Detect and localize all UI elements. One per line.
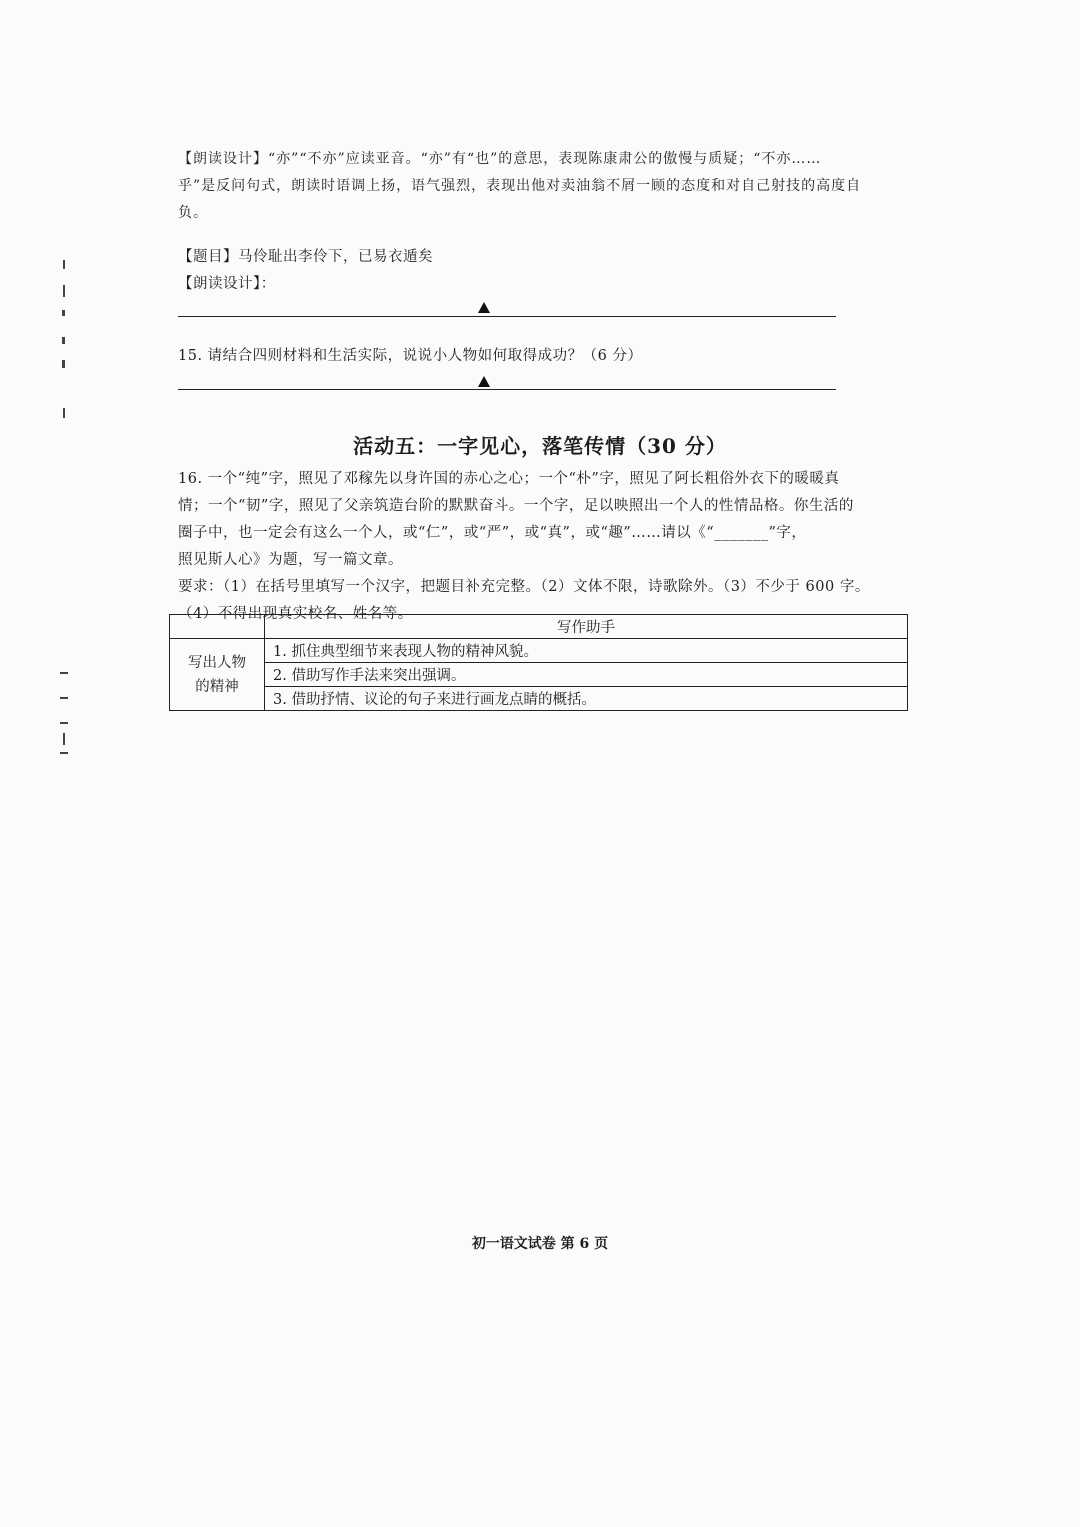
binding-mark bbox=[62, 337, 65, 344]
question-16-line: 照见斯人心》为题，写一篇文章。 bbox=[178, 552, 403, 568]
question-16-line: 情；一个“韧”字，照见了父亲筑造台阶的默默奋斗。一个字，足以映照出一个人的性情品格。你生活的 bbox=[178, 498, 854, 514]
writing-helper-header: 写作助手 bbox=[265, 615, 908, 639]
writing-helper-table bbox=[169, 614, 908, 711]
question-15 bbox=[178, 343, 643, 370]
table-row bbox=[170, 639, 908, 663]
binding-mark bbox=[60, 722, 68, 724]
binding-mark bbox=[60, 752, 68, 754]
activity-5-heading-wrap bbox=[0, 430, 1080, 459]
question-16-line: 圈子中，也一定会有这么一个人，或“仁”，或“严”，或“真”，或“趣”……请以《“_______”字， bbox=[178, 525, 807, 541]
tip-cell: 2. 借助写作手法来突出强调。 bbox=[265, 663, 908, 687]
binding-mark bbox=[62, 360, 65, 368]
requirements-line: （4）不得出现真实校名、姓名等。 bbox=[178, 606, 413, 622]
reading-design-line: 【朗读设计】“亦”“不亦”应读亚音。“亦”有“也”的意思，表现陈康肃公的傲慢与质疑；“不亦…… bbox=[178, 151, 822, 167]
page-footer: 初一语文试卷 第 6 页 bbox=[471, 1236, 609, 1252]
answer-marker-icon bbox=[478, 302, 490, 313]
reading-design-line: 乎”是反问句式，朗读时语调上扬，语气强烈，表现出他对卖油翁不屑一顾的态度和对自己射技的高度自 bbox=[178, 178, 862, 194]
binding-mark bbox=[63, 408, 65, 418]
table-row bbox=[170, 663, 908, 687]
binding-mark bbox=[63, 285, 65, 297]
answer-line[interactable] bbox=[178, 316, 836, 317]
footer-wrap bbox=[0, 1233, 1080, 1253]
requirements-line: 要求：（1）在括号里填写一个汉字，把题目补充完整。（2）文体不限，诗歌除外。（3）不少于 600 字。 bbox=[178, 579, 870, 595]
binding-mark bbox=[63, 260, 65, 269]
table-corner-cell bbox=[170, 615, 265, 639]
binding-mark bbox=[60, 672, 68, 674]
row-label: 写出人物的精神 bbox=[188, 654, 246, 695]
topic-section bbox=[178, 244, 433, 298]
activity-5-heading: 活动五：一字见心，落笔传情（30 分） bbox=[353, 434, 727, 458]
answer-marker-icon bbox=[478, 376, 490, 387]
topic-label: 【题目】马伶耻出李伶下，已易衣遁矣 bbox=[178, 249, 433, 265]
question-16 bbox=[178, 466, 870, 628]
binding-mark bbox=[60, 697, 68, 699]
answer-line[interactable] bbox=[178, 389, 836, 390]
question-15-text: 15. 请结合四则材料和生活实际，说说小人物如何取得成功？（6 分） bbox=[178, 348, 643, 364]
tip-cell: 1. 抓住典型细节来表现人物的精神风貌。 bbox=[265, 639, 908, 663]
tip-cell: 3. 借助抒情、议论的句子来进行画龙点睛的概括。 bbox=[265, 687, 908, 711]
question-16-line: 16. 一个“纯”字，照见了邓稼先以身许国的赤心之心；一个“朴”字，照见了阿长粗俗外衣下的暖暖真 bbox=[178, 471, 840, 487]
row-label-cell bbox=[170, 639, 265, 711]
binding-mark bbox=[62, 310, 65, 316]
binding-mark bbox=[63, 733, 65, 745]
reading-design-example bbox=[178, 146, 861, 227]
reading-design-line: 负。 bbox=[178, 205, 208, 221]
table-row bbox=[170, 687, 908, 711]
reading-design-answer-label: 【朗读设计】： bbox=[178, 276, 276, 292]
table-row bbox=[170, 615, 908, 639]
